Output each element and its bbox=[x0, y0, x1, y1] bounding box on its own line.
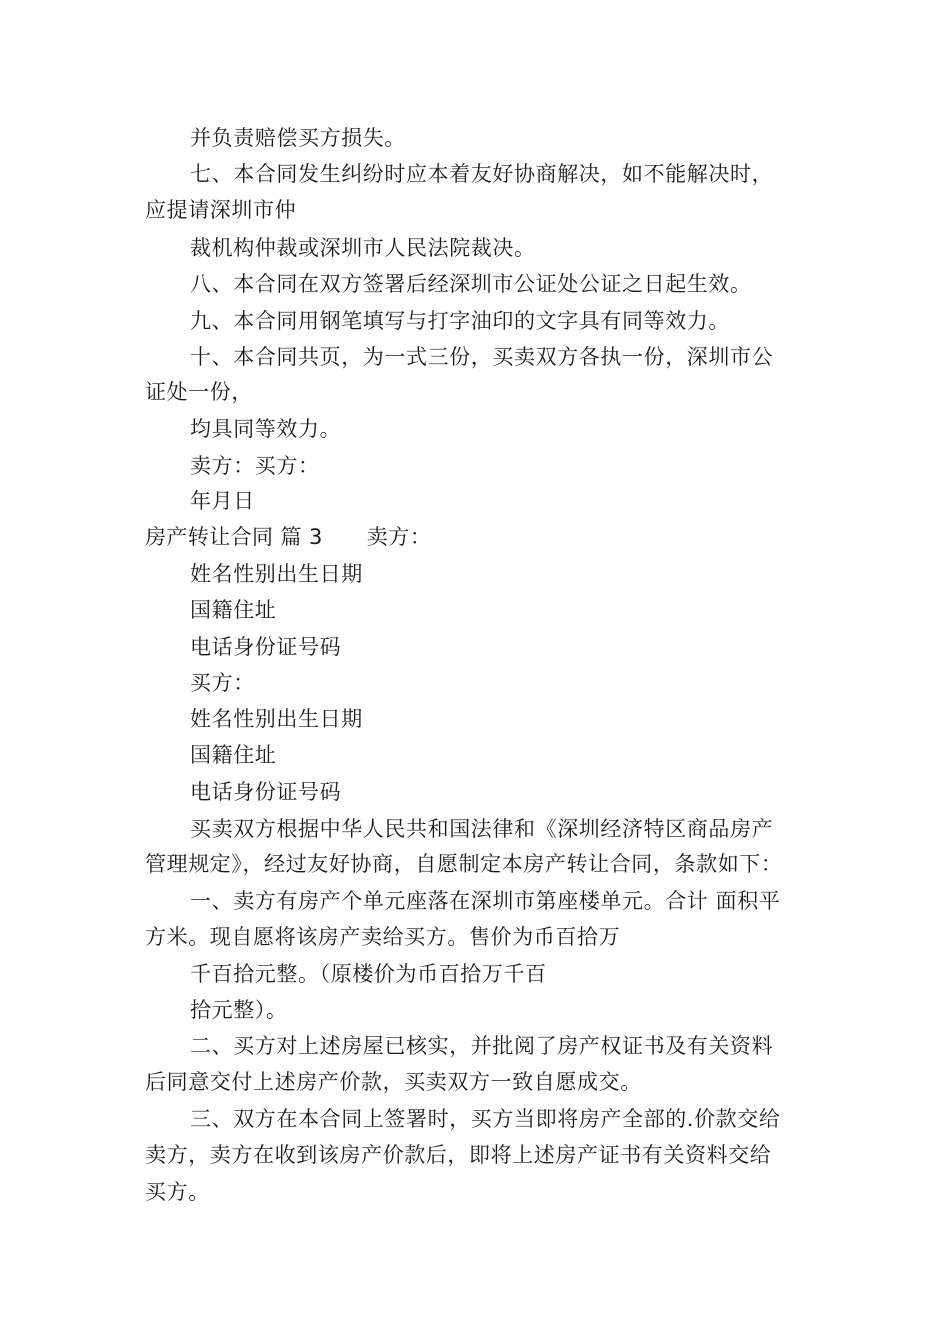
seller-name-row: 姓名性别出生日期 bbox=[190, 562, 363, 586]
clause-text: 买方。 bbox=[145, 1180, 210, 1204]
clause-text: 卖方，卖方在收到该房产价款后，即将上述房产证书有关资料交给 bbox=[145, 1143, 772, 1167]
clause-one: 一、卖方有房产个单元座落在深圳市第座楼单元。合计 面积平 bbox=[190, 889, 781, 913]
clause-text: 拾元整）。 bbox=[190, 998, 288, 1022]
clause-text: 后同意交付上述房产价款，买卖双方一致自愿成交。 bbox=[145, 1070, 642, 1094]
preamble-text: 买卖双方根据中华人民共和国法律和《深圳经济特区商品房产 bbox=[190, 817, 774, 841]
section-heading bbox=[145, 523, 432, 551]
clause-ten: 十、本合同共页，为一式三份，买卖双方各执一份，深圳市公 bbox=[190, 345, 774, 369]
clause-seven: 七、本合同发生纠纷时应本着友好协商解决，如不能解决时， bbox=[190, 162, 774, 186]
clause-text: 千百拾元整。（原楼价为币百拾万千百 bbox=[190, 962, 547, 986]
clause-text: 方米。现自愿将该房产卖给买方。售价为币百拾万 bbox=[145, 925, 621, 949]
clause-text: 裁机构仲裁或深圳市人民法院裁决。 bbox=[190, 236, 536, 260]
section-title: 房产转让合同 篇 3 bbox=[145, 525, 323, 549]
seller-nationality-row: 国籍住址 bbox=[190, 598, 277, 622]
clause-two: 二、买方对上述房屋已核实，并批阅了房产权证书及有关资料 bbox=[190, 1034, 774, 1058]
buyer-nationality-row: 国籍住址 bbox=[190, 743, 277, 767]
clause-text: 应提请深圳市仲 bbox=[145, 198, 297, 222]
clause-nine: 九、本合同用钢笔填写与打字油印的文字具有同等效力。 bbox=[190, 309, 730, 333]
clause-text: 均具同等效力。 bbox=[190, 417, 342, 441]
buyer-phone-row: 电话身份证号码 bbox=[190, 780, 342, 804]
buyer-name-row: 姓名性别出生日期 bbox=[190, 707, 363, 731]
date-line: 年月日 bbox=[190, 489, 255, 513]
clause-eight: 八、本合同在双方签署后经深圳市公证处公证之日起生效。 bbox=[190, 272, 752, 296]
clause-text: 并负责赔偿买方损失。 bbox=[190, 126, 406, 150]
buyer-label: 买方： bbox=[190, 671, 255, 695]
seller-phone-row: 电话身份证号码 bbox=[190, 635, 342, 659]
clause-three: 三、双方在本合同上签署时，买方当即将房产全部的.价款交给 bbox=[190, 1107, 781, 1131]
preamble-text: 管理规定》，经过友好协商，自愿制定本房产转让合同，条款如下： bbox=[145, 852, 783, 876]
signature-labels: 卖方：买方： bbox=[190, 454, 320, 478]
seller-label: 卖方： bbox=[366, 525, 432, 549]
clause-text: 证处一份， bbox=[145, 380, 253, 404]
